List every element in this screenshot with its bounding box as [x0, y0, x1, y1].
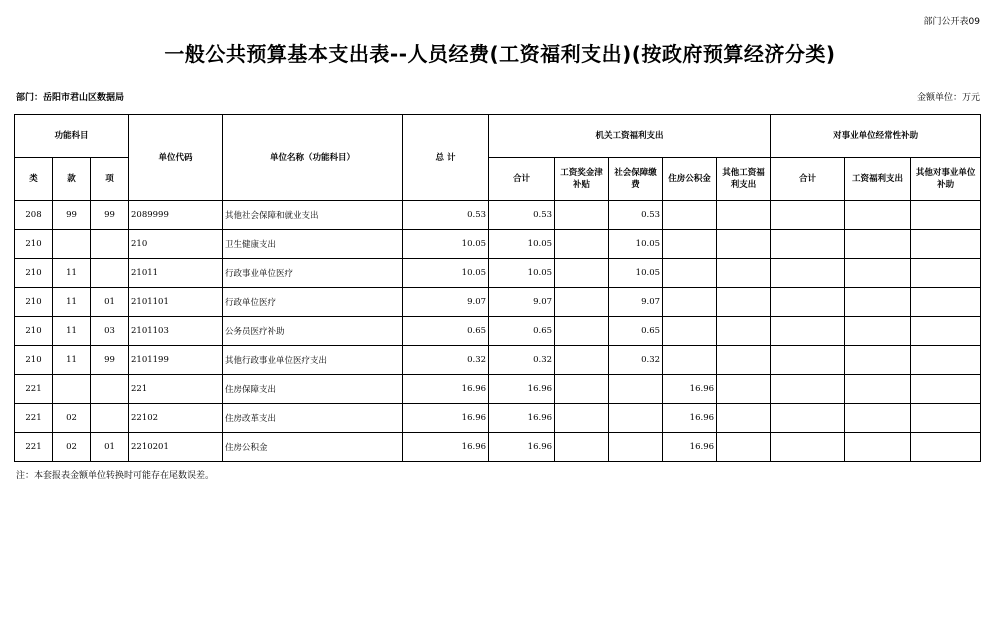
- cell-org-salary: [555, 288, 609, 317]
- table-row: [15, 230, 981, 259]
- cell-lei: 210: [15, 346, 53, 375]
- cell-org-other: [717, 317, 771, 346]
- cell-inst-total: [771, 288, 845, 317]
- cell-code: 221: [129, 375, 223, 404]
- cell-code: 21011: [129, 259, 223, 288]
- cell-org-salary: [555, 317, 609, 346]
- cell-org-social: 0.65: [609, 317, 663, 346]
- cell-code: 2101103: [129, 317, 223, 346]
- table-row: [15, 433, 981, 462]
- cell-kuan: 11: [53, 346, 91, 375]
- cell-inst-other: [911, 375, 981, 404]
- cell-kuan: [53, 375, 91, 404]
- cell-org-salary: [555, 433, 609, 462]
- cell-lei: 221: [15, 433, 53, 462]
- cell-inst-total: [771, 433, 845, 462]
- table-number-label: 部门公开表09: [923, 17, 980, 27]
- cell-org-salary: [555, 404, 609, 433]
- header-lei: 类: [15, 158, 53, 201]
- header-func-subject: 功能科目: [15, 115, 129, 158]
- cell-inst-other: [911, 346, 981, 375]
- cell-kuan: 11: [53, 288, 91, 317]
- cell-name: 其他行政事业单位医疗支出: [223, 346, 403, 375]
- cell-xiang: 99: [91, 346, 129, 375]
- cell-inst-other: [911, 201, 981, 230]
- header-inst-salary: 工资福利支出: [845, 158, 911, 201]
- cell-kuan: 11: [53, 259, 91, 288]
- cell-lei: 210: [15, 230, 53, 259]
- cell-org-total: 0.32: [489, 346, 555, 375]
- cell-org-total: 9.07: [489, 288, 555, 317]
- cell-kuan: [53, 230, 91, 259]
- cell-code: 210: [129, 230, 223, 259]
- cell-total: 16.96: [403, 375, 489, 404]
- cell-inst-other: [911, 259, 981, 288]
- cell-code: 2089999: [129, 201, 223, 230]
- cell-total: 0.65: [403, 317, 489, 346]
- header-org-group: 机关工资福利支出: [489, 115, 771, 158]
- header-inst-total: 合计: [771, 158, 845, 201]
- cell-org-other: [717, 375, 771, 404]
- cell-org-total: 0.65: [489, 317, 555, 346]
- cell-code: 2101199: [129, 346, 223, 375]
- cell-inst-salary: [845, 433, 911, 462]
- cell-total: 16.96: [403, 433, 489, 462]
- header-kuan: 款: [53, 158, 91, 201]
- cell-total: 10.05: [403, 230, 489, 259]
- cell-org-total: 16.96: [489, 404, 555, 433]
- cell-total: 9.07: [403, 288, 489, 317]
- cell-name: 行政事业单位医疗: [223, 259, 403, 288]
- header-unit-name: 单位名称（功能科目）: [223, 115, 403, 201]
- amount-unit-label: 金额单位：万元: [916, 93, 980, 103]
- cell-org-housing: [663, 288, 717, 317]
- cell-total: 0.32: [403, 346, 489, 375]
- cell-inst-salary: [845, 288, 911, 317]
- cell-org-housing: [663, 317, 717, 346]
- cell-org-housing: [663, 230, 717, 259]
- cell-org-other: [717, 201, 771, 230]
- cell-org-other: [717, 288, 771, 317]
- cell-xiang: [91, 230, 129, 259]
- table-row: [15, 317, 981, 346]
- cell-org-other: [717, 230, 771, 259]
- cell-inst-salary: [845, 317, 911, 346]
- cell-org-salary: [555, 201, 609, 230]
- cell-org-social: [609, 375, 663, 404]
- cell-inst-total: [771, 346, 845, 375]
- cell-org-salary: [555, 346, 609, 375]
- cell-total: 16.96: [403, 404, 489, 433]
- cell-org-other: [717, 433, 771, 462]
- cell-xiang: [91, 404, 129, 433]
- cell-inst-salary: [845, 230, 911, 259]
- cell-inst-salary: [845, 346, 911, 375]
- footnote: 注：本套报表金额单位转换时可能存在尾数误差。: [16, 471, 215, 481]
- table-row: [15, 288, 981, 317]
- cell-org-total: 0.53: [489, 201, 555, 230]
- cell-code: 22102: [129, 404, 223, 433]
- cell-inst-other: [911, 433, 981, 462]
- cell-org-total: 16.96: [489, 433, 555, 462]
- header-org-salary: 工资奖金津补贴: [555, 158, 609, 201]
- cell-inst-other: [911, 230, 981, 259]
- cell-org-social: 0.32: [609, 346, 663, 375]
- cell-org-social: 10.05: [609, 230, 663, 259]
- cell-kuan: 11: [53, 317, 91, 346]
- cell-name: 其他社会保障和就业支出: [223, 201, 403, 230]
- cell-name: 行政单位医疗: [223, 288, 403, 317]
- cell-org-social: 9.07: [609, 288, 663, 317]
- header-org-other: 其他工资福利支出: [717, 158, 771, 201]
- cell-total: 0.53: [403, 201, 489, 230]
- table-row: [15, 201, 981, 230]
- cell-inst-salary: [845, 259, 911, 288]
- cell-xiang: 03: [91, 317, 129, 346]
- cell-inst-total: [771, 375, 845, 404]
- cell-code: 2101101: [129, 288, 223, 317]
- cell-org-social: 10.05: [609, 259, 663, 288]
- cell-xiang: 01: [91, 288, 129, 317]
- cell-xiang: 99: [91, 201, 129, 230]
- cell-org-housing: 16.96: [663, 433, 717, 462]
- cell-org-salary: [555, 230, 609, 259]
- cell-name: 公务员医疗补助: [223, 317, 403, 346]
- cell-inst-other: [911, 288, 981, 317]
- cell-lei: 210: [15, 259, 53, 288]
- cell-inst-salary: [845, 404, 911, 433]
- cell-org-total: 10.05: [489, 230, 555, 259]
- table-row: [15, 404, 981, 433]
- cell-name: 住房保障支出: [223, 375, 403, 404]
- cell-inst-other: [911, 404, 981, 433]
- cell-org-housing: [663, 201, 717, 230]
- cell-kuan: 02: [53, 433, 91, 462]
- header-xiang: 项: [91, 158, 129, 201]
- table-row: [15, 375, 981, 404]
- cell-inst-total: [771, 317, 845, 346]
- cell-xiang: 01: [91, 433, 129, 462]
- header-unit-code: 单位代码: [129, 115, 223, 201]
- cell-org-housing: 16.96: [663, 404, 717, 433]
- cell-org-housing: [663, 259, 717, 288]
- cell-lei: 221: [15, 404, 53, 433]
- cell-name: 住房公积金: [223, 433, 403, 462]
- cell-org-social: 0.53: [609, 201, 663, 230]
- cell-lei: 221: [15, 375, 53, 404]
- cell-inst-total: [771, 201, 845, 230]
- cell-lei: 210: [15, 317, 53, 346]
- cell-name: 住房改革支出: [223, 404, 403, 433]
- cell-inst-total: [771, 259, 845, 288]
- cell-inst-salary: [845, 375, 911, 404]
- table-row: [15, 259, 981, 288]
- cell-org-total: 10.05: [489, 259, 555, 288]
- cell-org-other: [717, 259, 771, 288]
- header-org-social: 社会保障缴费: [609, 158, 663, 201]
- cell-org-social: [609, 433, 663, 462]
- expenditure-table: [14, 114, 981, 462]
- cell-org-other: [717, 404, 771, 433]
- table-row: [15, 346, 981, 375]
- cell-org-other: [717, 346, 771, 375]
- cell-inst-total: [771, 404, 845, 433]
- cell-org-housing: [663, 346, 717, 375]
- cell-name: 卫生健康支出: [223, 230, 403, 259]
- cell-total: 10.05: [403, 259, 489, 288]
- header-inst-other: 其他对事业单位补助: [911, 158, 981, 201]
- cell-org-salary: [555, 375, 609, 404]
- header-inst-group: 对事业单位经常性补助: [771, 115, 981, 158]
- header-total: 总 计: [403, 115, 489, 201]
- cell-xiang: [91, 375, 129, 404]
- cell-kuan: 02: [53, 404, 91, 433]
- cell-kuan: 99: [53, 201, 91, 230]
- department-label: 部门：岳阳市君山区数据局: [16, 93, 125, 103]
- cell-lei: 210: [15, 288, 53, 317]
- header-org-housing: 住房公积金: [663, 158, 717, 201]
- cell-lei: 208: [15, 201, 53, 230]
- cell-org-housing: 16.96: [663, 375, 717, 404]
- cell-inst-other: [911, 317, 981, 346]
- cell-org-total: 16.96: [489, 375, 555, 404]
- cell-code: 2210201: [129, 433, 223, 462]
- header-org-total: 合计: [489, 158, 555, 201]
- cell-xiang: [91, 259, 129, 288]
- cell-org-salary: [555, 259, 609, 288]
- cell-inst-total: [771, 230, 845, 259]
- cell-inst-salary: [845, 201, 911, 230]
- cell-org-social: [609, 404, 663, 433]
- page-title: 一般公共预算基本支出表--人员经费(工资福利支出)(按政府预算经济分类): [164, 42, 836, 66]
